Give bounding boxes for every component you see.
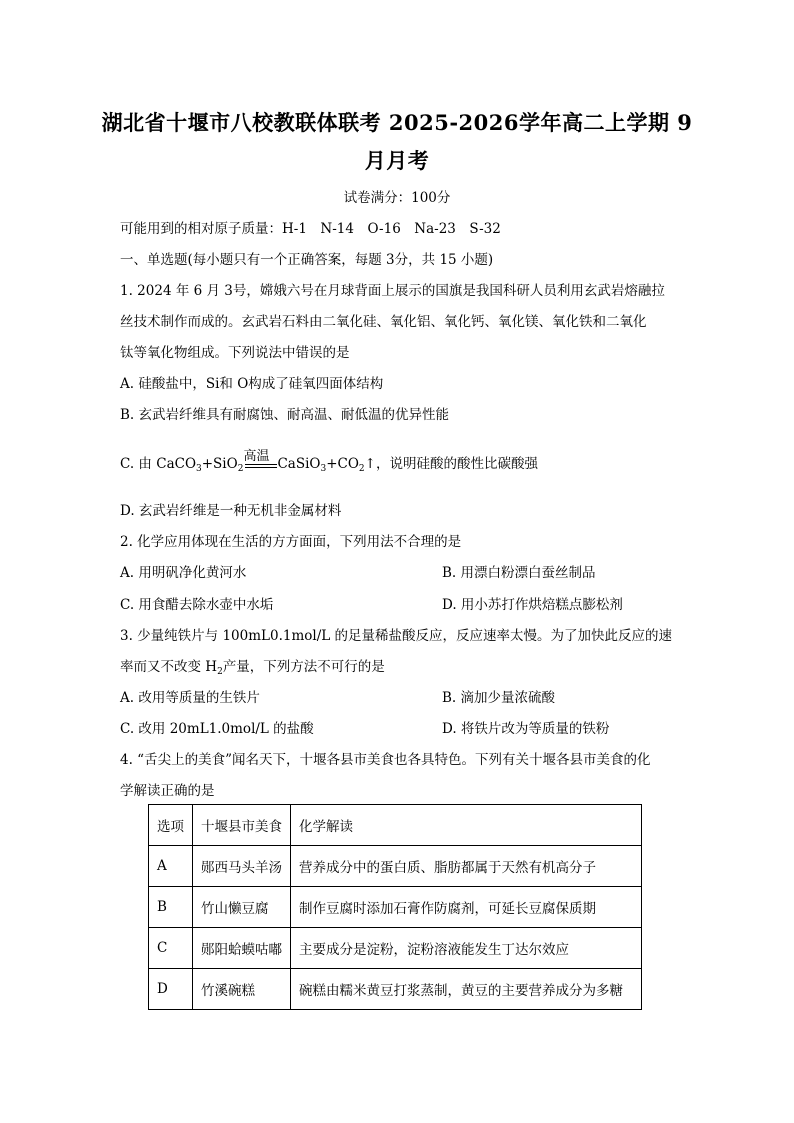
q2-option-c: C. 用食醋去除水壶中水垢 xyxy=(120,597,274,613)
table-row xyxy=(149,928,642,969)
table-cell: 郧阳蛤蟆咕嘟 xyxy=(193,928,291,969)
q1-option-d: D. 玄武岩纤维是一种无机非金属材料 xyxy=(120,503,342,519)
q4-stem-line2: 学解读正确的是 xyxy=(120,783,215,799)
table-cell: C xyxy=(149,928,193,969)
table-row xyxy=(149,969,642,1010)
table-cell: 制作豆腐时添加石膏作防腐剂，可延长豆腐保质期 xyxy=(291,887,642,928)
q1-option-b: B. 玄武岩纤维具有耐腐蚀、耐高温、耐低温的优异性能 xyxy=(120,407,450,423)
equation-arrow xyxy=(243,449,275,468)
q2-option-b: B. 用漂白粉漂白蚕丝制品 xyxy=(442,565,596,581)
table-row xyxy=(149,887,642,928)
table-cell: 碗糕由糯米黄豆打浆蒸制，黄豆的主要营养成分为多糖 xyxy=(291,969,642,1010)
q3-option-d: D. 将铁片改为等质量的铁粉 xyxy=(442,721,610,737)
q1-option-a: A. 硅酸盐中，Si和 O构成了硅氧四面体结构 xyxy=(120,376,384,392)
table-header-cell: 化学解读 xyxy=(291,805,642,846)
q3-option-a: A. 改用等质量的生铁片 xyxy=(120,690,260,706)
q3-stem-line2: 率而又不改变 $H_2$产量，下列方法不可行的是 xyxy=(120,659,385,677)
q4-stem-line1: 4. “舌尖上的美食”闻名天下，十堰各县市美食也各具特色。下列有关十堰各县市美食的化 xyxy=(120,752,651,768)
q1-stem-line3: 钛等氧化物组成。下列说法中错误的是 xyxy=(120,345,350,361)
table-header-row xyxy=(149,805,642,846)
exam-title-line2: 月月考 xyxy=(364,148,430,173)
table-cell: D xyxy=(149,969,193,1010)
table-cell: 竹山懒豆腐 xyxy=(193,887,291,928)
equation-reactants: CaCO$_3$+SiO$_2$ xyxy=(156,456,244,474)
q1-option-c xyxy=(120,449,538,474)
q3-option-c: C. 改用 20mL1.0mol/L 的盐酸 xyxy=(120,721,314,737)
equation-products: $CaSiO_3+CO_2↑$ xyxy=(277,456,376,474)
table-row xyxy=(149,846,642,887)
q1-option-c-prefix: C. 由 xyxy=(120,456,157,472)
q1-option-c-suffix: ，说明硅酸的酸性比碳酸强 xyxy=(375,456,538,472)
full-score: 试卷满分：100分 xyxy=(343,190,451,206)
q2-option-a: A. 用明矾净化黄河水 xyxy=(120,565,247,581)
table-cell: B xyxy=(149,887,193,928)
q4-table xyxy=(148,804,642,1010)
table-cell: 营养成分中的蛋白质、脂肪都属于天然有机高分子 xyxy=(291,846,642,887)
exam-title-line1: 湖北省十堰市八校教联体联考 2025-2026学年高二上学期 9 xyxy=(101,110,693,135)
atomic-masses: 可能用到的相对原子质量：H-1 N-14 O-16 Na-23 S-32 xyxy=(120,221,501,237)
q2-stem: 2. 化学应用体现在生活的方方面面，下列用法不合理的是 xyxy=(120,534,462,550)
table-cell: A xyxy=(149,846,193,887)
table-cell: 竹溪碗糕 xyxy=(193,969,291,1010)
q3-stem-line1: 3. 少量纯铁片与 100mL0.1mol/L 的足量稀盐酸反应，反应速率太慢。为了加快此反应的速 xyxy=(120,628,673,644)
table-cell: 主要成分是淀粉，淀粉溶液能发生丁达尔效应 xyxy=(291,928,642,969)
q1-stem-line2: 丝技术制作而成的。玄武岩石料由二氧化硅、氧化铝、氧化钙、氧化镁、氧化铁和二氧化 xyxy=(120,314,647,330)
q1-stem-line1: 1. 2024 年 6 月 3号，嫦娥六号在月球背面上展示的国旗是我国科研人员利用玄武岩熔融拉 xyxy=(120,283,665,299)
table-header-cell: 十堰县市美食 xyxy=(193,805,291,846)
q3-option-b: B. 滴加少量浓硫酸 xyxy=(442,690,556,706)
section-heading: 一、单选题(每小题只有一个正确答案，每题 3分，共 15 小题) xyxy=(120,252,494,268)
table-cell: 郧西马头羊汤 xyxy=(193,846,291,887)
table-header-cell: 选项 xyxy=(149,805,193,846)
q2-option-d: D. 用小苏打作烘焙糕点膨松剂 xyxy=(442,597,623,613)
equation-condition: 高温 xyxy=(243,449,270,464)
